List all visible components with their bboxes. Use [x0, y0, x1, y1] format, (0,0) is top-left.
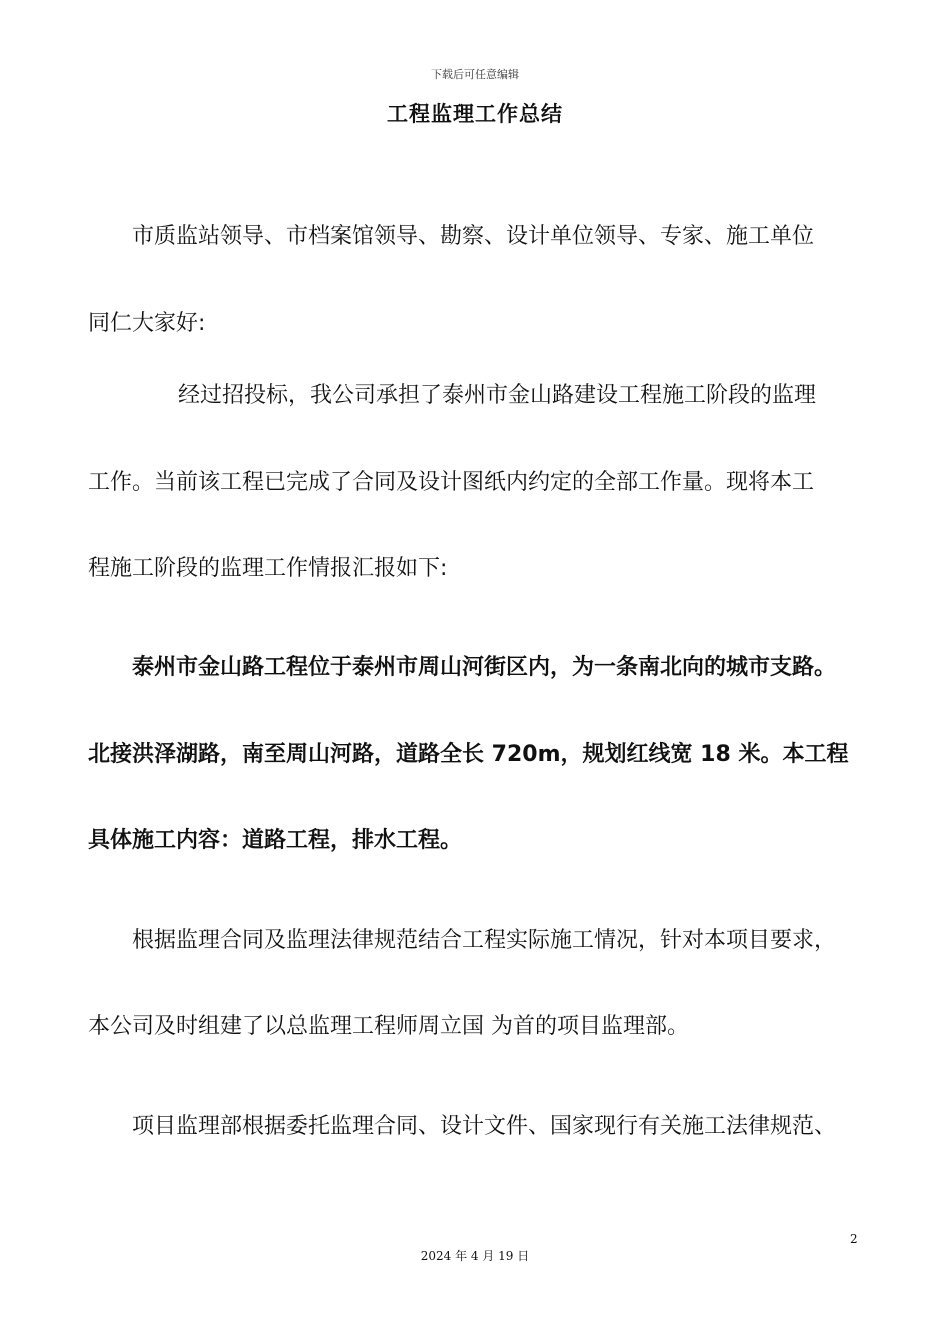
paragraph-line-bold: 具体施工内容：道路工程，排水工程。	[88, 828, 463, 853]
paragraph-line-bold: 泰州市金山路工程位于泰州市周山河街区内，为一条南北向的城市支路。	[132, 655, 837, 680]
footer-date: 2024 年 4 月 19 日	[420, 1249, 530, 1263]
paragraph-line: 市质监站领导、市档案馆领导、勘察、设计单位领导、专家、施工单位	[132, 224, 815, 249]
paragraph-line: 工作。当前该工程已完成了合同及设计图纸内约定的全部工作量。现将本工	[88, 470, 815, 495]
document-title: 工程监理工作总结	[387, 102, 563, 126]
paragraph-line: 本公司及时组建了以总监理工程师周立国 为首的项目监理部。	[88, 1014, 689, 1039]
paragraph-line: 项目监理部根据委托监理合同、设计文件、国家现行有关施工法律规范、	[132, 1114, 837, 1139]
paragraph-line: 同仁大家好:	[88, 311, 206, 336]
page-number: 2	[850, 1232, 858, 1246]
paragraph-line: 根据监理合同及监理法律规范结合工程实际施工情况，针对本项目要求，	[132, 928, 837, 953]
paragraph-line: 经过招投标，我公司承担了泰州市金山路建设工程施工阶段的监理	[178, 383, 817, 408]
paragraph-line-bold: 北接洪泽湖路，南至周山河路，道路全长 720m，规划红线宽 18 米。本工程	[88, 742, 849, 767]
paragraph-line: 程施工阶段的监理工作情报汇报如下:	[88, 556, 448, 581]
header-note: 下载后可任意编辑	[431, 68, 519, 81]
